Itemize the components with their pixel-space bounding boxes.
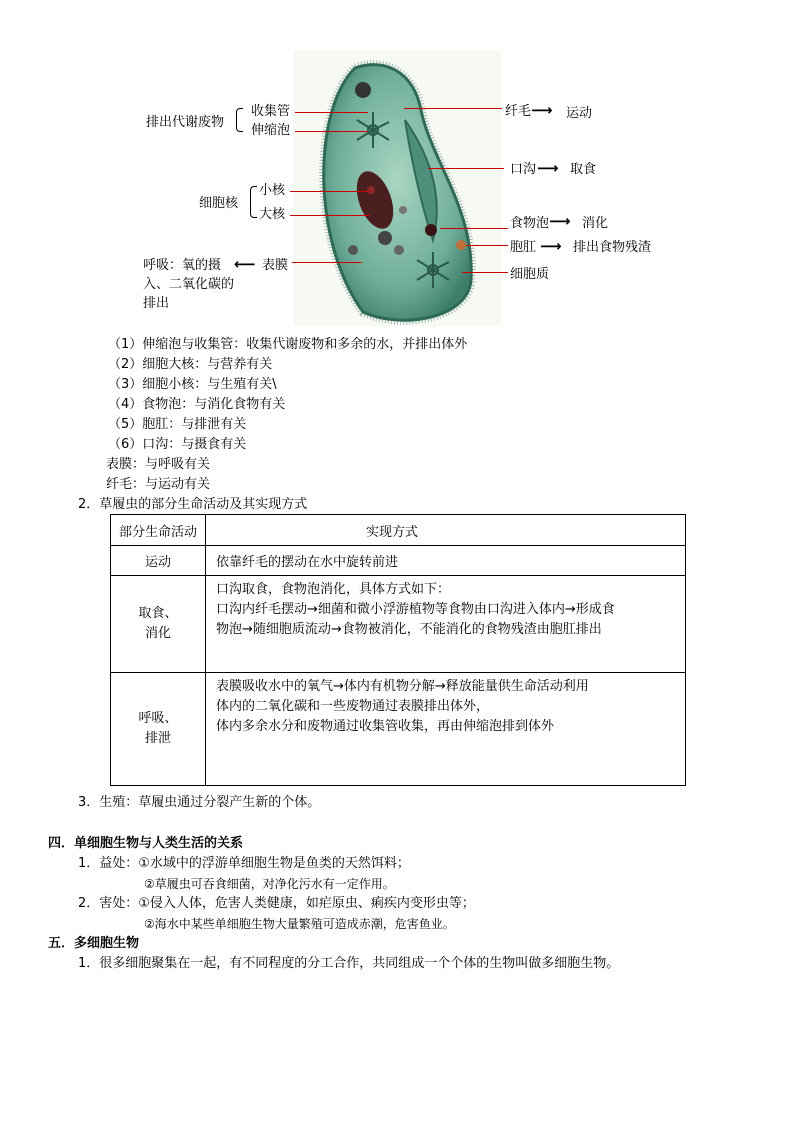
part-4-line: ②草履虫可吞食细菌，对净化污水有一定作用。	[144, 877, 395, 891]
part-4-line: ②海水中某些单细胞生物大量繁殖可造成赤潮，危害鱼业。	[144, 917, 455, 931]
part-4-line: 1．益处：①水域中的浮游单细胞生物是鱼类的天然饵料；	[78, 856, 410, 871]
label-anal-pore: 胞肛	[510, 240, 537, 255]
label-food-vacuole: 食物泡	[510, 216, 550, 231]
pointer-cytoplasm	[462, 272, 508, 273]
brace-nucleus	[250, 186, 257, 218]
pointer-contractile-vacuole	[295, 131, 368, 132]
label-collecting-tube: 收集管	[251, 104, 291, 119]
pointer-collecting-tube	[295, 112, 368, 113]
list-item: （5）胞肛：与排泄有关	[108, 417, 247, 432]
part-4-line: 2．害处：①侵入人体，危害人类健康，如疟原虫、痢疾内变形虫等；	[78, 896, 475, 911]
right-arrow-icon: ⟶	[531, 101, 553, 119]
pointer-pellicle	[292, 262, 362, 263]
part-4-title: 四．单细胞生物与人类生活的关系	[48, 836, 244, 851]
label-expel-residue: 排出食物残渣	[573, 240, 652, 255]
paramecium-illustration	[293, 50, 501, 326]
section-2-title: 2．草履虫的部分生命活动及其实现方式	[78, 497, 308, 512]
micronucleus-shape	[367, 186, 375, 194]
right-arrow-icon: ⟶	[540, 237, 562, 255]
pointer-food-vacuole	[440, 228, 508, 229]
label-macronucleus: 大核	[259, 207, 286, 222]
list-item: （1）伸缩泡与收集管：收集代谢废物和多余的水，并排出体外	[108, 337, 468, 352]
part-5-line: 1．很多细胞聚集在一起，有不同程度的分工合作，共同组成一个个体的生物叫做多细胞生物。	[78, 956, 620, 971]
activity-table	[110, 514, 686, 786]
list-item: 纤毛：与运动有关	[106, 477, 211, 492]
brace-excretion	[236, 108, 243, 132]
label-pellicle: 表膜	[262, 258, 289, 273]
table-cell-method: 口沟取食，食物泡消化，具体方式如下： 口沟内纤毛摆动→细菌和微小浮游植物等食物由口沟进入体内→形成食 物泡→随细胞质流动→食物被消化，不能消化的食物残渣由胞肛排出	[206, 576, 686, 673]
label-respiration-2: 入、二氧化碳的	[143, 277, 235, 292]
part-5-title: 五．多细胞生物	[48, 936, 140, 951]
table-row	[111, 576, 686, 673]
section-3-text: 3．生殖：草履虫通过分裂产生新的个体。	[78, 795, 321, 810]
paramecium-figure	[293, 50, 501, 326]
right-arrow-icon: ⟶	[549, 212, 571, 230]
table-cell-activity: 取食、 消化	[111, 576, 206, 673]
list-item: （3）细胞小核：与生殖有关\	[108, 377, 277, 392]
label-contractile-vacuole: 伸缩泡	[251, 123, 291, 138]
table-header-activity: 部分生命活动	[111, 515, 206, 546]
table-cell-activity: 呼吸、 排泄	[111, 673, 206, 786]
label-movement: 运动	[566, 106, 593, 121]
label-feeding: 取食	[570, 162, 597, 177]
label-respiration-1: 呼吸：氧的摄	[143, 258, 222, 273]
pointer-oral-groove	[428, 168, 504, 169]
label-oral-groove: 口沟	[510, 162, 537, 177]
left-arrow-icon: ⟵	[234, 255, 256, 273]
label-cytoplasm: 细胞质	[510, 267, 550, 282]
table-cell-method: 表膜吸收水中的氧气→体内有机物分解→释放能量供生命活动利用 体内的二氧化碳和一些废物通过表膜排出体外， 体内多余水分和废物通过收集管收集，再由伸缩泡排到体外	[206, 673, 686, 786]
label-respiration-3: 排出	[143, 296, 170, 311]
table-row	[111, 673, 686, 786]
pointer-cilia	[404, 108, 502, 109]
pointer-macronucleus	[290, 215, 370, 216]
table-cell-method: 依靠纤毛的摆动在水中旋转前进	[206, 546, 686, 576]
pointer-micronucleus	[290, 191, 370, 192]
table-header-method: 实现方式	[206, 515, 686, 546]
label-digestion: 消化	[582, 216, 609, 231]
table-cell-activity: 运动	[111, 546, 206, 576]
right-arrow-icon: ⟶	[537, 159, 559, 177]
table-header-row	[111, 515, 686, 546]
label-excretion: 排出代谢废物	[146, 115, 225, 130]
label-cilia: 纤毛	[505, 104, 532, 119]
list-item: （6）口沟：与摄食有关	[108, 437, 247, 452]
label-nucleus: 细胞核	[199, 196, 239, 211]
list-item: （2）细胞大核：与营养有关	[108, 357, 273, 372]
pointer-anal-pore	[466, 245, 508, 246]
table-row	[111, 546, 686, 576]
list-item: （4）食物泡：与消化食物有关	[108, 397, 286, 412]
cell-body	[324, 65, 472, 321]
list-item: 表膜：与呼吸有关	[106, 457, 211, 472]
label-micronucleus: 小核	[259, 183, 286, 198]
